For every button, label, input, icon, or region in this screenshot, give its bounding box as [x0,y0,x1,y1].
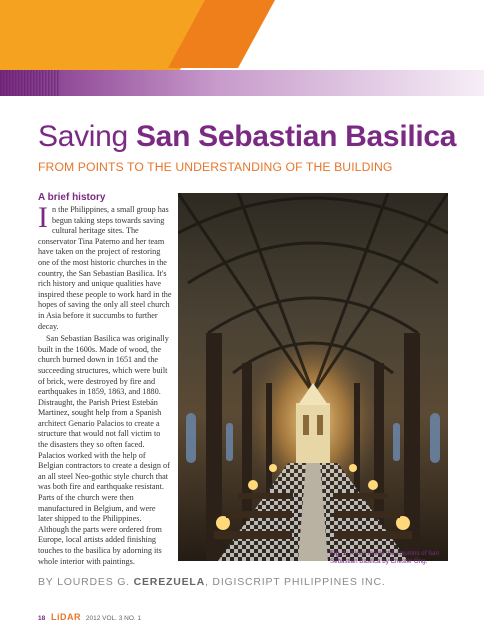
paragraph-2: San Sebastian Basilica was originally built in the 1600s. Made of wood, the church burned down in 1651 and the succeeding structures, which were built of brick, were destroyed by fire and earthquakes in 1859, 1863, and 1880. Distraught, the Parish Priest Estebán Martinez, sought help from a Spanish architect Genario Palacios to create a structure that would not fall victim to the disasters they so often faced. Palacios worked with the help of Belgian contractors to create a design of an all steel Neo-gothic style church that was both fire and earthquake resistant. Parts of the church were then manufactured in Belgium, and were later shipped to the Philippines. Although the parts were ordered from Europe, local artists added finishing touches to the basilica by adorning its whole interior with paintings. [38,334,170,566]
article-title [38,120,478,154]
byline [38,576,478,588]
caption-text: A look inside the columns of San Sebastian Basilica by Chester Ong. [330,550,440,565]
byline-surname: CEREZUELA [133,576,205,588]
byline-suffix: , DIGISCRIPT PHILIPPINES INC. [205,576,386,588]
header-orange-graphic [0,0,300,80]
drop-cap: I [38,201,48,234]
magazine-logo: LiDAR [51,612,82,622]
title-bold: San Sebastian Basilica [135,120,457,153]
page-footer [38,612,141,622]
issue-info: 2012 VOL. 3 NO. 1 [85,615,142,622]
paragraph-1-text: n the Philippines, a small group has begun taking steps towards saving cultural heritage sites. The conservator Tina Paterno and her team have taken on the project of restoring one of the most historic churches in the country, the San Sebastian Basilica. It's rich history and unique qualities have inspired these people to work hard in the hopes of saving the only all steel church in Asia before it succumbs to further decay. [38,205,172,331]
basilica-interior-photo [178,193,448,561]
section-heading: A brief history [38,192,106,203]
figure-caption [330,550,450,566]
body-column [38,201,172,567]
page-number: 18 [38,615,46,622]
article-subtitle: FROM POINTS TO THE UNDERSTANDING OF THE BUILDING [38,160,393,174]
header-purple-band [0,70,484,96]
byline-prefix: BY LOURDES G. [38,576,134,588]
caption-label: Fig. 1: [330,550,349,557]
paragraph-1 [38,201,172,332]
title-regular: Saving [38,120,136,153]
